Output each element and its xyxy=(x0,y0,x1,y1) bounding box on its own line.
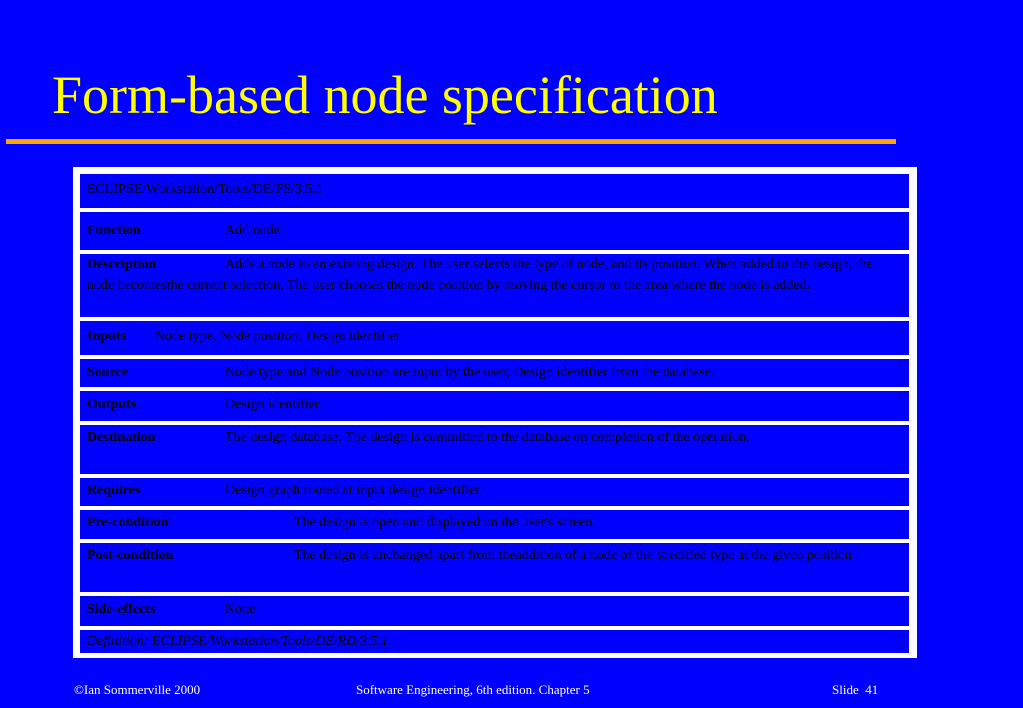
inputs-row xyxy=(80,321,909,355)
description-value: Adds a node to an existing design. The user selects the type of node, and its position. When added to the design, the node becomesthe current selection. The user chooses the node position by moving the cursor to the area where the node is added. xyxy=(87,257,874,293)
postcondition-value: The design is unchanged apart from theaddition of a node of the specified type at the given position. xyxy=(294,548,856,563)
destination-row xyxy=(80,425,909,474)
form-header-row xyxy=(80,174,909,208)
outputs-row xyxy=(80,391,909,421)
definition-row xyxy=(80,630,909,653)
outputs-value: Design identifier. xyxy=(225,397,323,412)
precondition-value: The design is open and displayed on the user's screen. xyxy=(294,515,596,530)
page-title: Form-based node specification xyxy=(52,65,718,125)
requires-row xyxy=(80,478,909,506)
slide-number: 41 xyxy=(865,682,879,697)
function-label: Function xyxy=(87,223,141,238)
inputs-value: Node type, Node position, Design identifier. xyxy=(155,329,404,344)
sideeffects-label: Side-effects xyxy=(87,602,156,617)
destination-label: Destination xyxy=(87,430,156,445)
description-row xyxy=(80,254,909,317)
inputs-label: Inputs xyxy=(87,329,126,344)
function-value: Add node xyxy=(225,223,280,238)
footer-slide-number xyxy=(832,682,878,698)
requires-label: Requires xyxy=(87,483,141,498)
footer-copyright: ©Ian Sommerville 2000 xyxy=(74,682,201,697)
specification-form xyxy=(73,167,917,658)
sideeffects-row xyxy=(80,596,909,626)
function-row xyxy=(80,212,909,250)
footer-book-title: Software Engineering, 6th edition. Chapter 5 xyxy=(356,682,590,697)
postcondition-row xyxy=(80,543,909,592)
outputs-label: Outputs xyxy=(87,397,137,412)
source-label: Source xyxy=(87,365,128,380)
requires-value: Design graph rooted at input design identifier. xyxy=(225,483,483,498)
destination-value: The design database. The design is committed to the database on completion of the operation. xyxy=(225,430,750,445)
precondition-row xyxy=(80,510,909,539)
definition-text: Definition: ECLIPSE/Workstation/Tools/DE/RD/3.5.1 xyxy=(87,634,389,649)
form-header: ECLIPSE/Workstation/Tools/DE/FS/3.5.1 xyxy=(87,182,323,197)
sideeffects-value: None xyxy=(225,602,256,617)
slide-label: Slide xyxy=(832,682,859,697)
source-value: Node type and Node position are input by the user, Design identifier from the database. xyxy=(225,365,715,380)
title-underline xyxy=(6,139,896,144)
precondition-label: Pre-condition xyxy=(87,515,169,530)
description-label: Description xyxy=(87,257,157,272)
postcondition-label: Post-condition xyxy=(87,548,174,563)
source-row xyxy=(80,359,909,387)
